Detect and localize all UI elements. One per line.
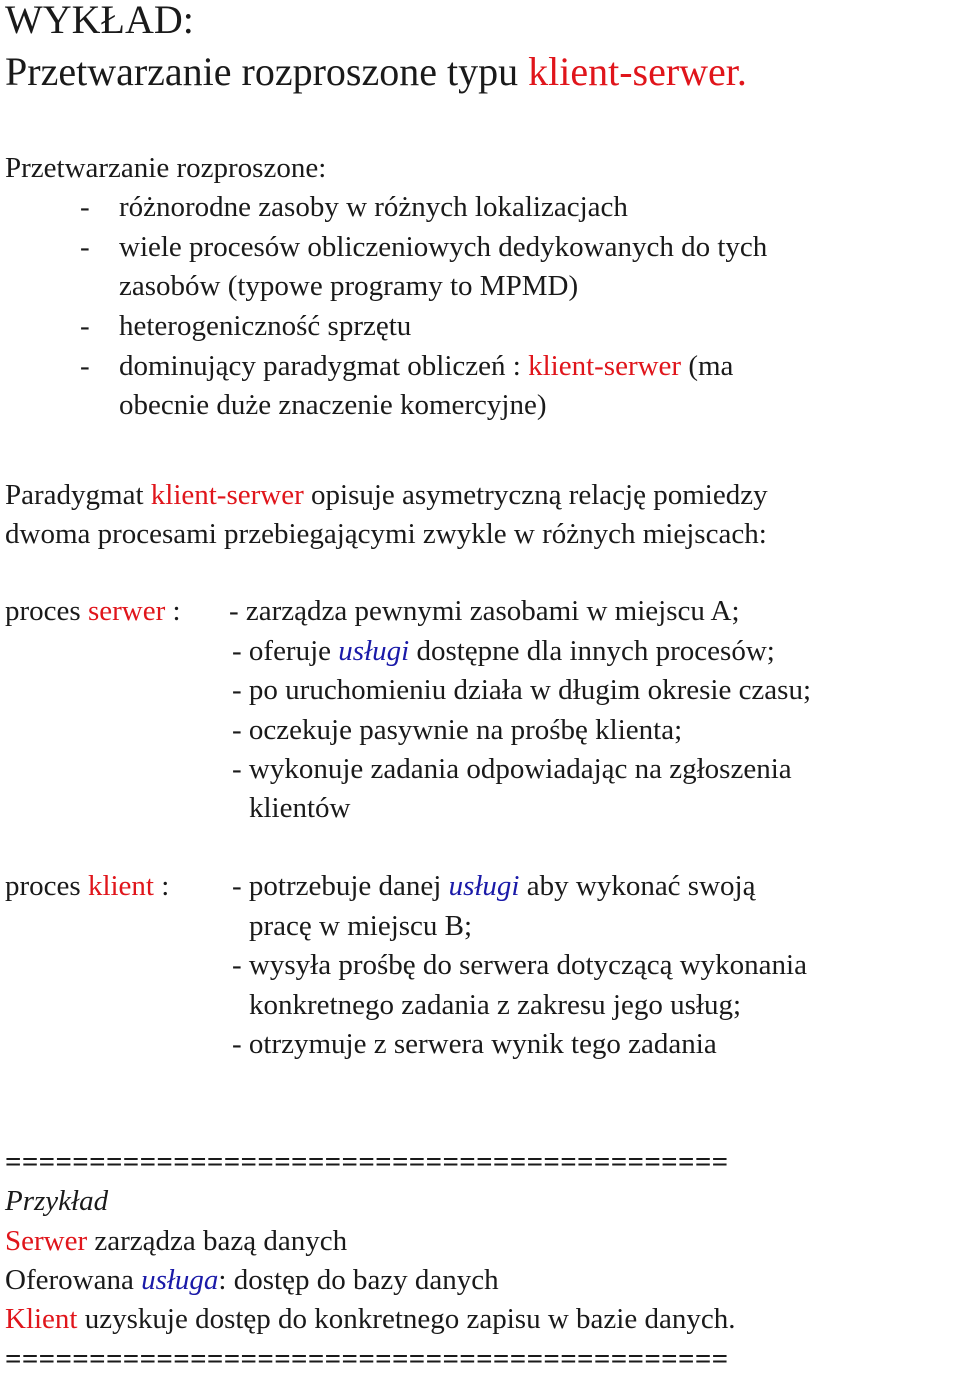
paradigm-suffix: opisuje asymetryczną relację pomiedzy (303, 479, 768, 511)
intro-item-4-highlight: klient-serwer (528, 350, 682, 382)
list-bullet: - (80, 231, 90, 263)
example-line-2-suffix: : dostęp do bazy danych (218, 1264, 499, 1296)
list-bullet: - (80, 191, 90, 223)
client-label (5, 872, 169, 901)
paradigm-line1 (5, 481, 768, 510)
intro-item-4-text: dominujący paradygmat obliczeń : (119, 350, 529, 382)
client-label-suffix: : (153, 870, 170, 902)
server-label-suffix: : (165, 595, 181, 627)
intro-item-4 (119, 352, 733, 381)
paradigm-line2: dwoma procesami przebiegającymi zwykle w różnych miejscach: (5, 518, 767, 550)
server-item-4: - oczekuje pasywnie na prośbę klienta; (232, 714, 683, 746)
server-label-highlight: serwer (87, 595, 166, 627)
server-item-5-cont: klientów (249, 792, 351, 824)
title-text: Przetwarzanie rozproszone typu (5, 49, 529, 94)
intro-item-3: heterogeniczność sprzętu (119, 310, 412, 342)
client-item-1-cont: pracę w miejscu B; (249, 910, 473, 942)
example-line-1-text: zarządza bazą danych (87, 1225, 348, 1257)
example-line-1-highlight: Serwer (5, 1225, 88, 1257)
list-bullet: - (80, 350, 90, 382)
separator-bottom: =========================================== (5, 1343, 729, 1375)
server-item-3: - po uruchomieniu działa w długim okresie czasu; (232, 674, 812, 706)
client-item-2-cont: konkretnego zadania z zakresu jego usług; (249, 989, 742, 1021)
example-line-2 (5, 1266, 499, 1295)
example-line-2-prefix: Oferowana (5, 1264, 142, 1296)
intro-item-4-cont: obecnie duże znaczenie komercyjne) (119, 389, 547, 421)
server-item-1: - zarządza pewnymi zasobami w miejscu A; (229, 595, 740, 627)
example-line-1 (5, 1227, 347, 1256)
example-line-3 (5, 1305, 735, 1334)
client-label-highlight: klient (87, 870, 154, 902)
example-heading: Przykład (5, 1185, 109, 1217)
client-item-2: - wysyła prośbę do serwera dotyczącą wykonania (232, 949, 807, 981)
list-bullet: - (80, 310, 90, 342)
server-item-2-highlight: usługi (338, 635, 410, 667)
client-item-1 (232, 872, 755, 901)
title-line2 (5, 49, 747, 94)
client-label-prefix: proces (5, 870, 88, 902)
client-item-1-prefix: - potrzebuje danej (232, 870, 449, 902)
intro-item-1: różnorodne zasoby w różnych lokalizacjach (119, 191, 628, 223)
intro-item-4-suffix: (ma (681, 350, 734, 382)
client-item-3: - otrzymuje z serwera wynik tego zadania (232, 1028, 717, 1060)
intro-item-2-cont: zasobów (typowe programy to MPMD) (119, 270, 579, 302)
example-line-2-highlight: usługa (141, 1264, 219, 1296)
example-line-3-highlight: Klient (5, 1303, 78, 1335)
title-highlight: klient-serwer. (528, 49, 747, 94)
server-item-2 (232, 637, 775, 666)
server-label-prefix: proces (5, 595, 88, 627)
separator-top: =========================================== (5, 1146, 729, 1178)
server-item-5: - wykonuje zadania odpowiadając na zgłoszenia (232, 753, 792, 785)
server-item-2-prefix: - oferuje (232, 635, 339, 667)
intro-heading: Przetwarzanie rozproszone: (5, 152, 327, 184)
server-label (5, 597, 181, 626)
example-line-3-text: uzyskuje dostęp do konkretnego zapisu w bazie danych. (77, 1303, 736, 1335)
intro-item-2: wiele procesów obliczeniowych dedykowanych do tych (119, 231, 768, 263)
paradigm-prefix: Paradygmat (5, 479, 151, 511)
title-line1: WYKŁAD: (5, 0, 194, 42)
paradigm-highlight: klient-serwer (150, 479, 304, 511)
server-item-2-suffix: dostępne dla innych procesów; (409, 635, 775, 667)
client-item-1-highlight: usługi (448, 870, 520, 902)
client-item-1-suffix: aby wykonać swoją (519, 870, 756, 902)
